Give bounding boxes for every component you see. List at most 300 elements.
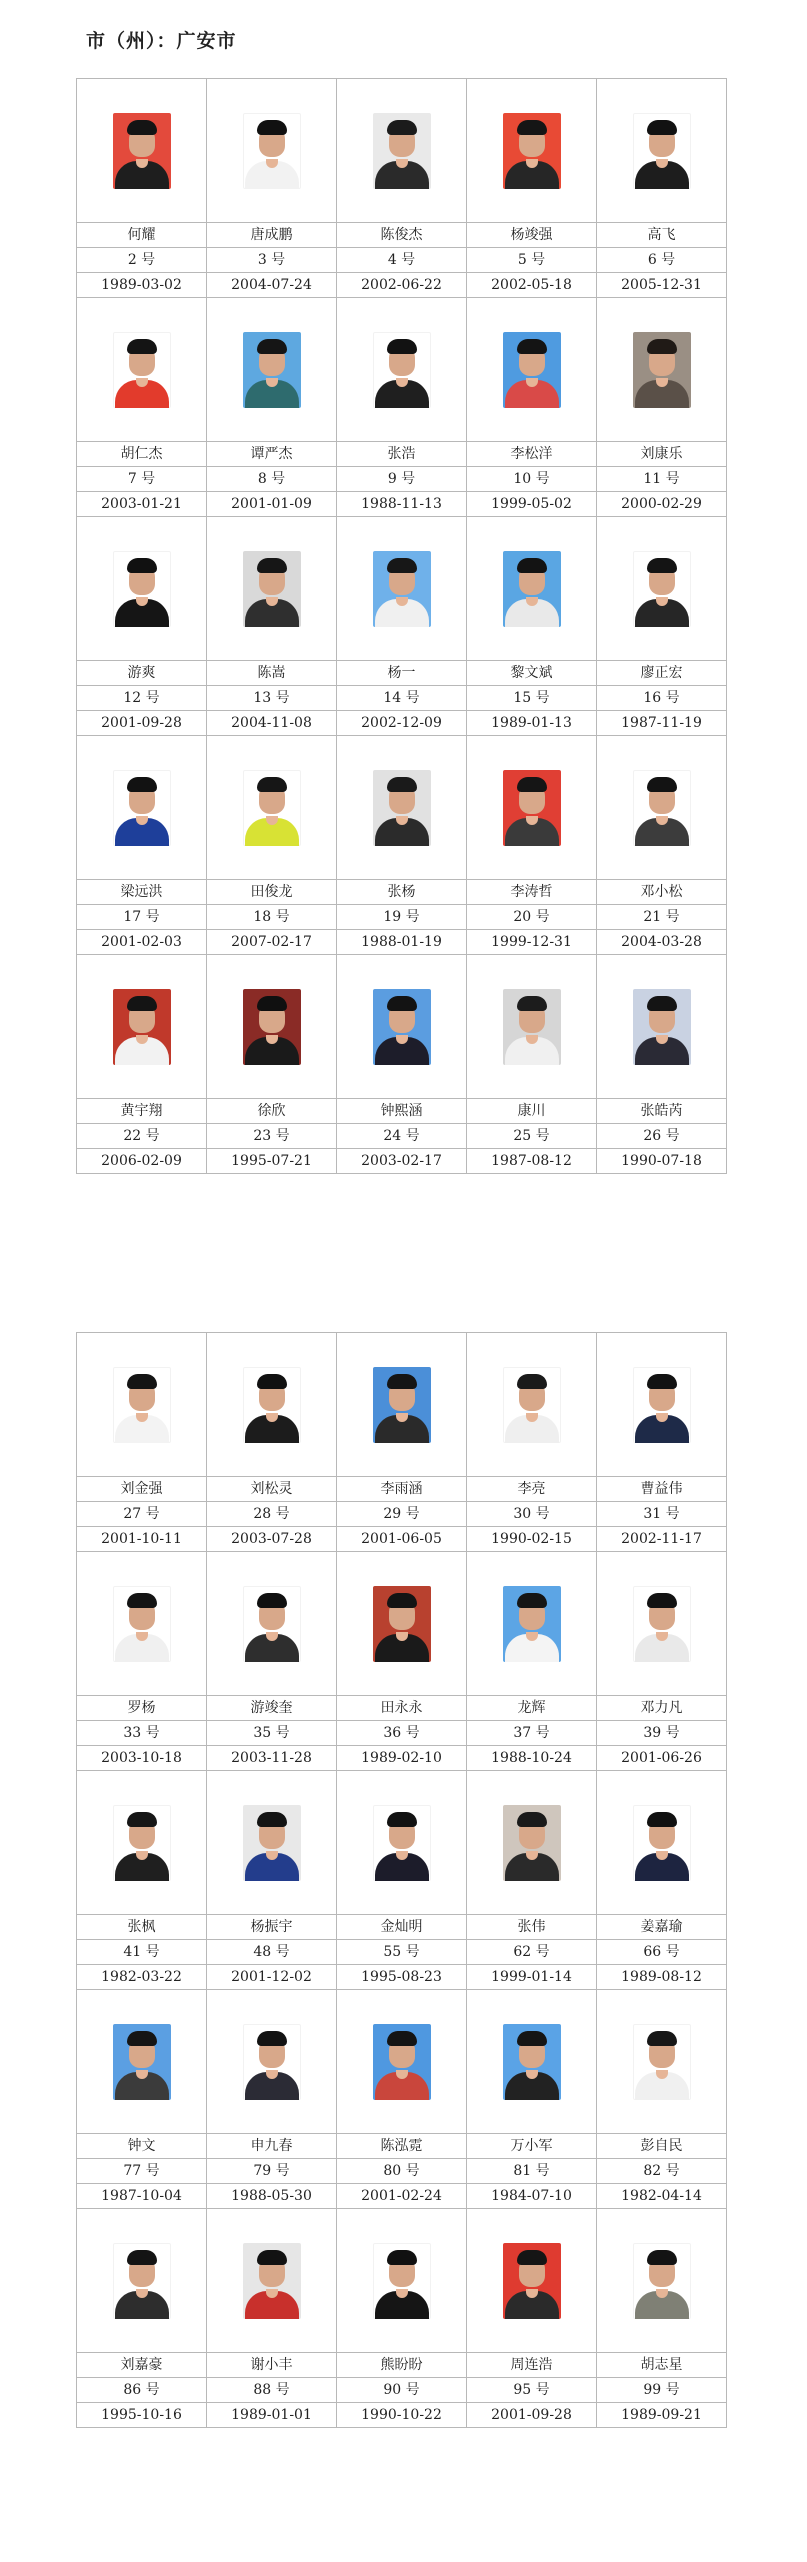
photo-neck [656, 378, 668, 387]
player-number: 95 号 [467, 2378, 597, 2403]
photo-hair [257, 2250, 287, 2265]
player-birthdate-row [77, 2184, 727, 2209]
player-name: 谭严杰 [207, 442, 337, 467]
player-birthdate: 1990-07-18 [597, 1149, 727, 1174]
player-number: 7 号 [77, 467, 207, 492]
player-photo-cell [467, 79, 597, 223]
photo-hair [517, 996, 547, 1011]
player-birthdate: 2002-05-18 [467, 273, 597, 298]
player-number: 17 号 [77, 905, 207, 930]
photo-row [77, 1990, 727, 2134]
player-photo [113, 332, 171, 408]
player-name: 梁远洪 [77, 880, 207, 905]
player-name-row [77, 1696, 727, 1721]
player-number: 37 号 [467, 1721, 597, 1746]
photo-hair [257, 339, 287, 354]
player-photo-cell [337, 736, 467, 880]
player-photo-cell [77, 1990, 207, 2134]
player-name: 陈泓霓 [337, 2134, 467, 2159]
player-photo-cell [207, 955, 337, 1099]
player-name: 邓力凡 [597, 1696, 727, 1721]
player-name: 陈俊杰 [337, 223, 467, 248]
player-number-row [77, 1502, 727, 1527]
player-birthdate: 2003-11-28 [207, 1746, 337, 1771]
player-name: 胡仁杰 [77, 442, 207, 467]
player-photo-cell [207, 517, 337, 661]
player-photo-cell [597, 955, 727, 1099]
player-birthdate: 2000-02-29 [597, 492, 727, 517]
player-number: 27 号 [77, 1502, 207, 1527]
photo-neck [266, 1413, 278, 1422]
player-number: 11 号 [597, 467, 727, 492]
photo-hair [517, 2250, 547, 2265]
photo-neck [526, 597, 538, 606]
player-number: 3 号 [207, 248, 337, 273]
player-number: 77 号 [77, 2159, 207, 2184]
player-name: 陈嵩 [207, 661, 337, 686]
player-photo-cell [77, 1552, 207, 1696]
player-birthdate-row [77, 2403, 727, 2428]
player-number: 20 号 [467, 905, 597, 930]
photo-neck [266, 159, 278, 168]
photo-hair [257, 996, 287, 1011]
player-number: 81 号 [467, 2159, 597, 2184]
photo-hair [387, 1593, 417, 1608]
player-number-row [77, 1124, 727, 1149]
photo-neck [396, 2289, 408, 2298]
photo-neck [396, 378, 408, 387]
player-photo [113, 1805, 171, 1881]
player-name: 钟熙涵 [337, 1099, 467, 1124]
photo-hair [517, 120, 547, 135]
player-photo-cell [467, 298, 597, 442]
player-number: 21 号 [597, 905, 727, 930]
player-number: 12 号 [77, 686, 207, 711]
player-birthdate: 2004-03-28 [597, 930, 727, 955]
player-name: 姜嘉瑜 [597, 1915, 727, 1940]
player-birthdate: 2001-01-09 [207, 492, 337, 517]
player-number-row [77, 467, 727, 492]
player-birthdate: 1990-02-15 [467, 1527, 597, 1552]
player-number-row [77, 1940, 727, 1965]
player-birthdate: 2003-10-18 [77, 1746, 207, 1771]
photo-neck [136, 2070, 148, 2079]
photo-hair [127, 1812, 157, 1827]
player-name: 周连浩 [467, 2353, 597, 2378]
player-photo [503, 1805, 561, 1881]
player-birthdate: 2003-01-21 [77, 492, 207, 517]
player-photo [373, 113, 431, 189]
player-name: 谢小丰 [207, 2353, 337, 2378]
photo-hair [387, 1374, 417, 1389]
player-number: 26 号 [597, 1124, 727, 1149]
player-photo [633, 551, 691, 627]
photo-neck [656, 1413, 668, 1422]
player-number: 19 号 [337, 905, 467, 930]
player-name: 邓小松 [597, 880, 727, 905]
photo-neck [136, 816, 148, 825]
player-name: 李松洋 [467, 442, 597, 467]
player-name: 万小军 [467, 2134, 597, 2159]
player-photo-cell [77, 79, 207, 223]
player-birthdate: 2002-12-09 [337, 711, 467, 736]
player-birthdate: 2001-12-02 [207, 1965, 337, 1990]
player-photo-cell [337, 955, 467, 1099]
player-photo-cell [337, 79, 467, 223]
player-photo [503, 1367, 561, 1443]
player-photo-cell [207, 1771, 337, 1915]
player-photo [503, 113, 561, 189]
player-number: 80 号 [337, 2159, 467, 2184]
photo-hair [127, 120, 157, 135]
player-photo-cell [597, 1771, 727, 1915]
player-name: 康川 [467, 1099, 597, 1124]
photo-neck [526, 378, 538, 387]
photo-neck [136, 159, 148, 168]
photo-row [77, 1552, 727, 1696]
photo-neck [656, 1632, 668, 1641]
player-birthdate: 1984-07-10 [467, 2184, 597, 2209]
player-number: 48 号 [207, 1940, 337, 1965]
player-name-row [77, 880, 727, 905]
player-birthdate-row [77, 930, 727, 955]
player-birthdate-row [77, 273, 727, 298]
photo-hair [647, 558, 677, 573]
player-name-row [77, 1915, 727, 1940]
player-photo-cell [77, 517, 207, 661]
photo-row [77, 298, 727, 442]
player-photo [373, 1586, 431, 1662]
player-name: 唐成鹏 [207, 223, 337, 248]
player-photo [503, 2024, 561, 2100]
player-name: 龙辉 [467, 1696, 597, 1721]
player-photo [633, 989, 691, 1065]
photo-hair [387, 1812, 417, 1827]
photo-hair [517, 1812, 547, 1827]
player-birthdate: 1989-03-02 [77, 273, 207, 298]
photo-hair [257, 1593, 287, 1608]
player-birthdate: 1989-01-13 [467, 711, 597, 736]
photo-neck [266, 597, 278, 606]
player-birthdate: 2007-02-17 [207, 930, 337, 955]
player-number: 25 号 [467, 1124, 597, 1149]
player-birthdate: 2001-09-28 [467, 2403, 597, 2428]
photo-hair [387, 2031, 417, 2046]
player-birthdate: 2001-06-05 [337, 1527, 467, 1552]
player-number: 31 号 [597, 1502, 727, 1527]
player-birthdate: 1990-10-22 [337, 2403, 467, 2428]
player-birthdate: 1995-08-23 [337, 1965, 467, 1990]
player-number: 24 号 [337, 1124, 467, 1149]
player-photo [113, 113, 171, 189]
player-photo-cell [597, 736, 727, 880]
player-name: 李雨涵 [337, 1477, 467, 1502]
player-number: 5 号 [467, 248, 597, 273]
player-birthdate: 2001-02-24 [337, 2184, 467, 2209]
player-name: 张皓芮 [597, 1099, 727, 1124]
photo-neck [136, 1035, 148, 1044]
photo-neck [396, 1851, 408, 1860]
player-photo [113, 551, 171, 627]
player-photo [243, 989, 301, 1065]
player-photo [633, 332, 691, 408]
photo-hair [127, 2031, 157, 2046]
photo-hair [127, 996, 157, 1011]
photo-neck [396, 597, 408, 606]
player-birthdate-row [77, 492, 727, 517]
photo-neck [526, 2070, 538, 2079]
player-number: 86 号 [77, 2378, 207, 2403]
player-name: 刘松灵 [207, 1477, 337, 1502]
player-birthdate-row [77, 711, 727, 736]
photo-neck [526, 1413, 538, 1422]
player-photo-cell [77, 298, 207, 442]
player-name: 彭自民 [597, 2134, 727, 2159]
player-birthdate: 2001-10-11 [77, 1527, 207, 1552]
player-birthdate-row [77, 1527, 727, 1552]
photo-hair [257, 2031, 287, 2046]
player-name: 游竣奎 [207, 1696, 337, 1721]
player-name: 何耀 [77, 223, 207, 248]
player-name-row [77, 2353, 727, 2378]
photo-neck [266, 816, 278, 825]
player-birthdate: 2001-09-28 [77, 711, 207, 736]
player-number: 88 号 [207, 2378, 337, 2403]
photo-hair [387, 558, 417, 573]
player-name: 刘康乐 [597, 442, 727, 467]
player-photo [113, 1367, 171, 1443]
player-photo-cell [467, 955, 597, 1099]
photo-hair [257, 1812, 287, 1827]
player-birthdate: 1982-03-22 [77, 1965, 207, 1990]
player-photo [503, 2243, 561, 2319]
photo-neck [396, 2070, 408, 2079]
photo-hair [517, 558, 547, 573]
player-name: 张伟 [467, 1915, 597, 1940]
player-photo [243, 1805, 301, 1881]
player-photo [373, 770, 431, 846]
player-photo-cell [597, 298, 727, 442]
player-photo-cell [77, 2209, 207, 2353]
player-birthdate: 1987-11-19 [597, 711, 727, 736]
player-number: 90 号 [337, 2378, 467, 2403]
player-birthdate: 1989-09-21 [597, 2403, 727, 2428]
player-birthdate: 1995-07-21 [207, 1149, 337, 1174]
photo-neck [656, 2070, 668, 2079]
photo-neck [656, 2289, 668, 2298]
photo-neck [136, 1413, 148, 1422]
photo-neck [266, 2289, 278, 2298]
player-photo-cell [467, 1771, 597, 1915]
photo-neck [656, 1035, 668, 1044]
player-name: 游爽 [77, 661, 207, 686]
player-birthdate: 1988-05-30 [207, 2184, 337, 2209]
player-photo [503, 551, 561, 627]
player-photo-cell [337, 1771, 467, 1915]
photo-row [77, 955, 727, 1099]
player-birthdate: 2002-06-22 [337, 273, 467, 298]
photo-neck [656, 1851, 668, 1860]
photo-hair [647, 1374, 677, 1389]
photo-hair [647, 2250, 677, 2265]
player-number: 23 号 [207, 1124, 337, 1149]
photo-hair [127, 339, 157, 354]
player-name: 钟文 [77, 2134, 207, 2159]
player-number: 66 号 [597, 1940, 727, 1965]
player-name: 张浩 [337, 442, 467, 467]
player-number: 62 号 [467, 1940, 597, 1965]
player-photo [243, 332, 301, 408]
player-photo-cell [597, 79, 727, 223]
player-birthdate: 1989-01-01 [207, 2403, 337, 2428]
player-photo-cell [337, 517, 467, 661]
player-birthdate: 1988-10-24 [467, 1746, 597, 1771]
player-birthdate-row [77, 1149, 727, 1174]
player-photo [373, 1367, 431, 1443]
player-photo [633, 1586, 691, 1662]
player-photo-cell [77, 955, 207, 1099]
photo-hair [127, 1593, 157, 1608]
player-photo [633, 770, 691, 846]
player-number: 99 号 [597, 2378, 727, 2403]
player-photo [503, 989, 561, 1065]
player-birthdate: 1987-08-12 [467, 1149, 597, 1174]
player-photo-cell [467, 2209, 597, 2353]
player-birthdate: 2001-06-26 [597, 1746, 727, 1771]
photo-hair [127, 777, 157, 792]
photo-hair [647, 120, 677, 135]
photo-hair [257, 120, 287, 135]
photo-row [77, 736, 727, 880]
player-birthdate: 1982-04-14 [597, 2184, 727, 2209]
player-name: 金灿明 [337, 1915, 467, 1940]
player-photo [113, 2024, 171, 2100]
photo-neck [396, 1035, 408, 1044]
player-number-row [77, 248, 727, 273]
player-photo [113, 989, 171, 1065]
player-photo [243, 1586, 301, 1662]
player-name: 田永永 [337, 1696, 467, 1721]
player-name: 胡志星 [597, 2353, 727, 2378]
photo-row [77, 79, 727, 223]
photo-neck [526, 1035, 538, 1044]
photo-neck [136, 1632, 148, 1641]
player-name: 李涛哲 [467, 880, 597, 905]
player-name-row [77, 223, 727, 248]
player-number: 18 号 [207, 905, 337, 930]
player-photo [243, 1367, 301, 1443]
photo-hair [257, 1374, 287, 1389]
player-name: 廖正宏 [597, 661, 727, 686]
player-birthdate: 1987-10-04 [77, 2184, 207, 2209]
player-number: 6 号 [597, 248, 727, 273]
photo-neck [136, 1851, 148, 1860]
player-photo [243, 113, 301, 189]
player-birthdate: 1999-05-02 [467, 492, 597, 517]
player-photo [373, 332, 431, 408]
photo-hair [647, 2031, 677, 2046]
player-photo [113, 770, 171, 846]
player-name: 高飞 [597, 223, 727, 248]
player-name-row [77, 1099, 727, 1124]
photo-hair [387, 2250, 417, 2265]
page-title: 市（州）：广安市 [86, 30, 237, 52]
player-photo-cell [597, 1990, 727, 2134]
player-photo [633, 113, 691, 189]
player-birthdate: 1989-02-10 [337, 1746, 467, 1771]
player-photo [633, 2024, 691, 2100]
photo-neck [266, 1851, 278, 1860]
photo-row [77, 517, 727, 661]
player-photo-cell [597, 1552, 727, 1696]
photo-neck [136, 597, 148, 606]
photo-hair [257, 777, 287, 792]
photo-neck [396, 816, 408, 825]
player-number: 4 号 [337, 248, 467, 273]
player-name: 黎文斌 [467, 661, 597, 686]
photo-hair [387, 996, 417, 1011]
player-photo-cell [597, 1333, 727, 1477]
photo-neck [526, 816, 538, 825]
photo-neck [526, 1632, 538, 1641]
photo-hair [127, 558, 157, 573]
player-name: 田俊龙 [207, 880, 337, 905]
player-number: 82 号 [597, 2159, 727, 2184]
player-number: 39 号 [597, 1721, 727, 1746]
player-roster-table-2 [76, 1332, 727, 2428]
player-number: 30 号 [467, 1502, 597, 1527]
player-photo [633, 2243, 691, 2319]
player-photo-cell [467, 1333, 597, 1477]
player-photo [113, 1586, 171, 1662]
photo-hair [387, 120, 417, 135]
player-birthdate: 1999-12-31 [467, 930, 597, 955]
player-number: 41 号 [77, 1940, 207, 1965]
photo-neck [136, 2289, 148, 2298]
photo-neck [526, 1851, 538, 1860]
player-name: 曹益伟 [597, 1477, 727, 1502]
player-name: 李亮 [467, 1477, 597, 1502]
photo-neck [266, 1632, 278, 1641]
player-photo [373, 2243, 431, 2319]
player-photo-cell [207, 736, 337, 880]
player-birthdate: 2001-02-03 [77, 930, 207, 955]
player-photo [503, 1586, 561, 1662]
player-number: 15 号 [467, 686, 597, 711]
player-photo [633, 1805, 691, 1881]
player-birthdate: 1995-10-16 [77, 2403, 207, 2428]
player-number: 29 号 [337, 1502, 467, 1527]
player-name-row [77, 2134, 727, 2159]
player-name-row [77, 661, 727, 686]
player-birthdate: 2002-11-17 [597, 1527, 727, 1552]
player-number: 9 号 [337, 467, 467, 492]
photo-row [77, 2209, 727, 2353]
player-photo-cell [337, 1990, 467, 2134]
player-birthdate: 1988-01-19 [337, 930, 467, 955]
photo-neck [656, 159, 668, 168]
player-number: 2 号 [77, 248, 207, 273]
photo-neck [266, 2070, 278, 2079]
photo-hair [387, 777, 417, 792]
player-birthdate: 2004-07-24 [207, 273, 337, 298]
player-roster-table-1 [76, 78, 727, 1174]
player-birthdate: 2003-02-17 [337, 1149, 467, 1174]
player-photo [373, 2024, 431, 2100]
player-number: 33 号 [77, 1721, 207, 1746]
photo-hair [647, 339, 677, 354]
player-photo-cell [77, 1333, 207, 1477]
